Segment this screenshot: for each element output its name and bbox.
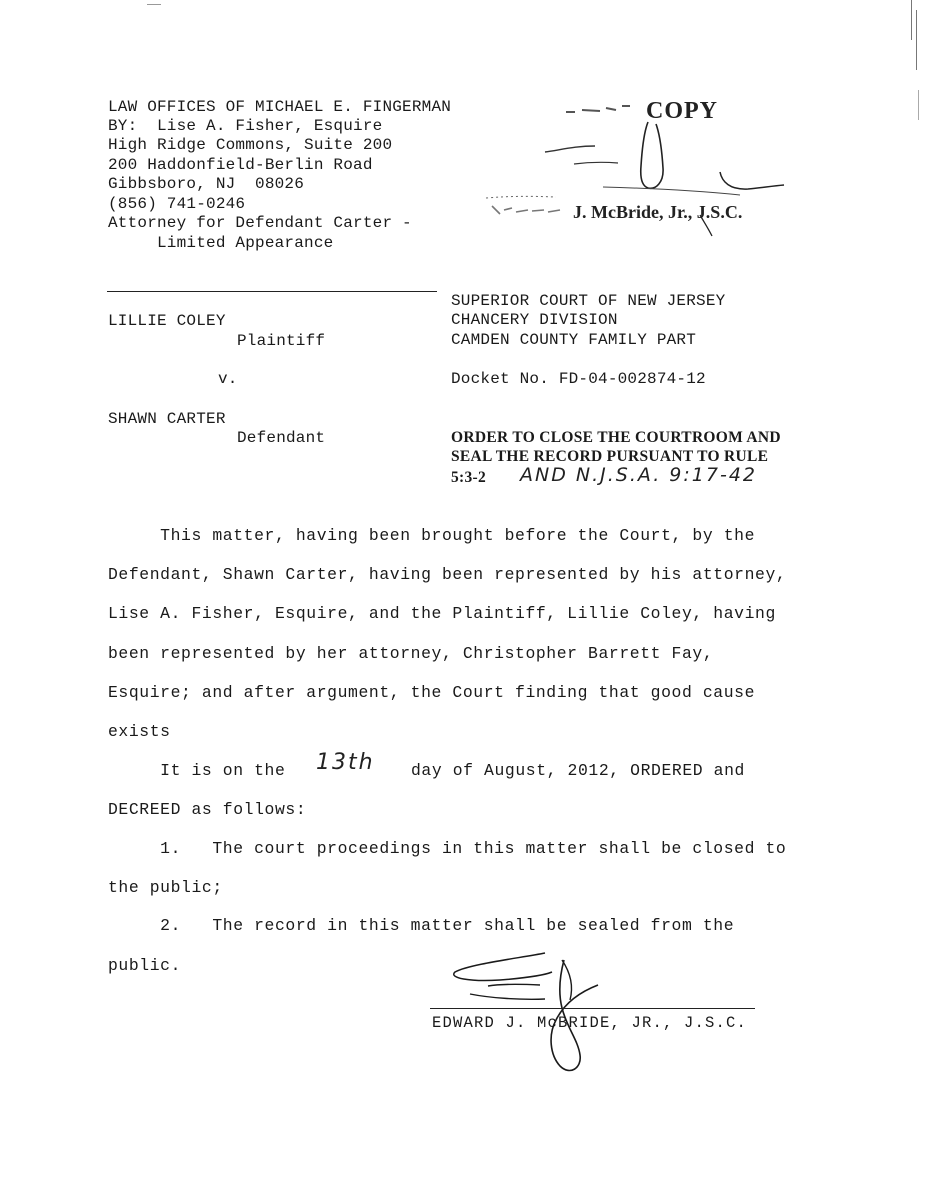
order-item-2-line-2: public. [108, 956, 182, 975]
defendant-role: Defendant [237, 429, 326, 447]
order-item-1-line-2: the public; [108, 878, 223, 897]
court-name-line-3: CAMDEN COUNTY FAMILY PART [451, 331, 697, 349]
docket-number: Docket No. FD-04-002874-12 [451, 370, 706, 388]
order-intro-line-2: DECREED as follows: [108, 800, 307, 819]
body-line-3: Lise A. Fisher, Esquire, and the Plaintiff, Lillie Coley, having [108, 604, 776, 623]
versus-label: v. [218, 370, 238, 388]
order-date-prefix: It is on the [108, 761, 286, 780]
body-line-6: exists [108, 722, 171, 741]
address-line-2: 200 Haddonfield-Berlin Road [108, 156, 373, 174]
court-name-line-1: SUPERIOR COURT OF NEW JERSEY [451, 292, 726, 310]
order-item-1-line-1: 1. The court proceedings in this matter shall be closed to [108, 839, 787, 858]
plaintiff-role: Plaintiff [237, 332, 326, 350]
address-line-1: High Ridge Commons, Suite 200 [108, 136, 393, 154]
limited-appearance-line: Limited Appearance [108, 234, 334, 252]
order-title-line-2: SEAL THE RECORD PURSUANT TO RULE [451, 448, 769, 465]
order-item-2-line-1: 2. The record in this matter shall be sealed from the [108, 916, 735, 935]
body-line-1: This matter, having been brought before the Court, by the [108, 526, 756, 545]
body-line-5: Esquire; and after argument, the Court finding that good cause [108, 683, 756, 702]
address-city: Gibbsboro, NJ 08026 [108, 175, 305, 193]
stamp-judge-name: J. McBride, Jr., J.S.C. [573, 202, 743, 222]
order-title-line-3: 5:3-2 [451, 469, 487, 486]
copy-stamp-label: COPY [646, 98, 718, 124]
phone-number: (856) 741-0246 [108, 195, 246, 213]
order-date-suffix: day of August, 2012, ORDERED and [411, 761, 745, 780]
handwritten-statute-addition: AND N.J.S.A. 9:17-42 [520, 464, 758, 486]
attorney-by-line: BY: Lise A. Fisher, Esquire [108, 117, 383, 135]
law-office-name: LAW OFFICES OF MICHAEL E. FINGERMAN [108, 98, 452, 116]
body-line-2: Defendant, Shawn Carter, having been represented by his attorney, [108, 565, 787, 584]
judge-name-line: EDWARD J. McBRIDE, JR., J.S.C. [432, 1014, 748, 1032]
signature-line [430, 1008, 755, 1009]
body-line-4: been represented by her attorney, Christopher Barrett Fay, [108, 644, 714, 663]
plaintiff-name: LILLIE COLEY [108, 312, 226, 330]
handwritten-day: 13th [316, 750, 375, 775]
order-title-line-1: ORDER TO CLOSE THE COURTROOM AND [451, 429, 781, 446]
court-name-line-2: CHANCERY DIVISION [451, 311, 618, 329]
defendant-name: SHAWN CARTER [108, 410, 226, 428]
attorney-for-line: Attorney for Defendant Carter - [108, 214, 412, 232]
